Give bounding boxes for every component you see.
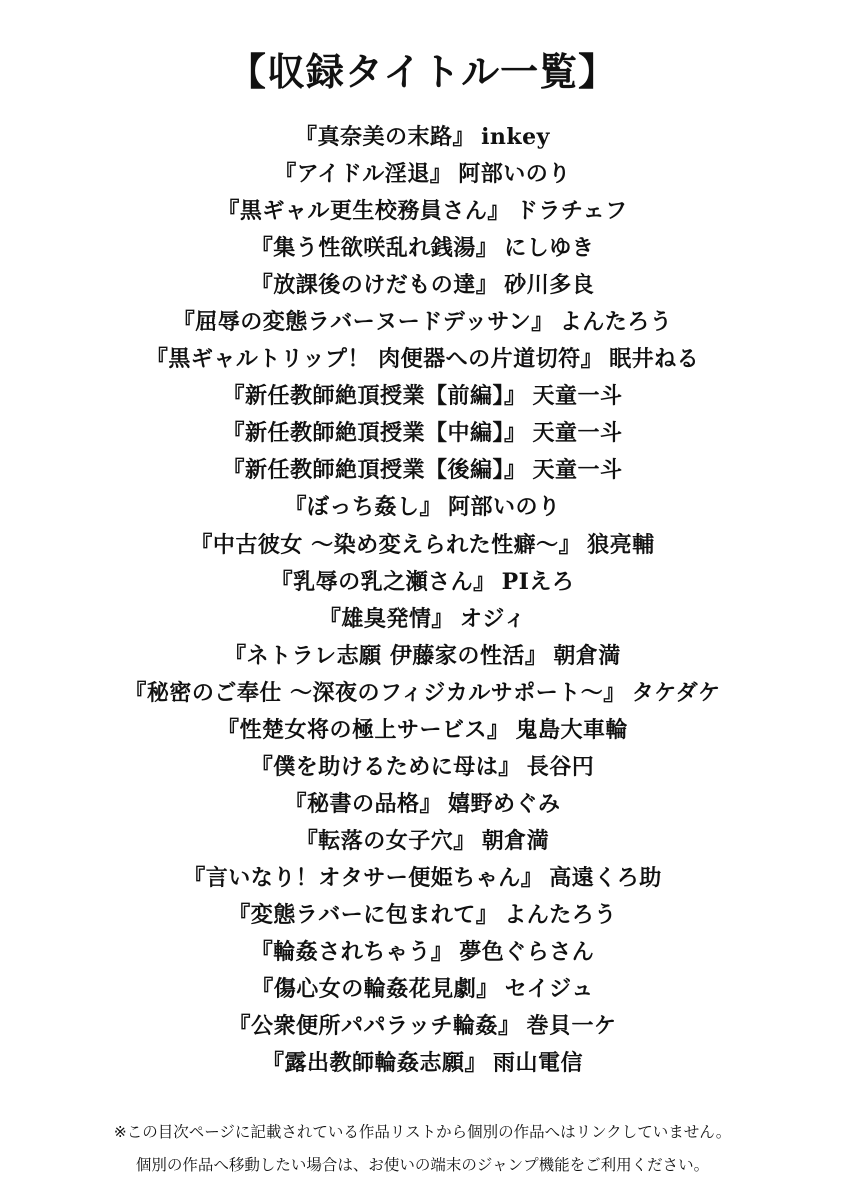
list-item xyxy=(0,527,845,564)
work-author: 天童一斗 xyxy=(532,383,623,410)
work-author: 朝倉満 xyxy=(553,642,621,669)
list-item xyxy=(0,489,845,526)
list-item xyxy=(0,638,845,675)
list-item xyxy=(0,415,845,452)
list-item xyxy=(0,823,845,860)
list-item xyxy=(0,1045,845,1082)
work-title: 『ぼっち姦し』 xyxy=(284,494,442,521)
list-item xyxy=(0,304,845,341)
work-title: 『公衆便所パパラッチ輪姦』 xyxy=(228,1013,521,1040)
work-title: 『黒ギャル更生校務員さん』 xyxy=(217,198,510,225)
list-item xyxy=(0,934,845,971)
work-author: セイジュ xyxy=(504,976,594,1003)
work-title: 『傷心女の輪姦花見劇』 xyxy=(251,976,499,1003)
work-author: 夢色ぐらさん xyxy=(459,939,595,966)
work-title: 『秘密のご奉仕 ～深夜のフィジカルサポート～』 xyxy=(124,679,626,706)
work-author: 巻貝一ケ xyxy=(526,1013,617,1040)
list-item xyxy=(0,860,845,897)
note-line-1: ※この目次ページに記載されている作品リストから個別の作品へはリンクしていません。 xyxy=(113,1123,732,1141)
work-title: 『ネトラレ志願 伊藤家の性活』 xyxy=(224,642,548,669)
work-author: 眠井ねる xyxy=(609,346,700,373)
work-author: 朝倉満 xyxy=(481,827,550,854)
work-list xyxy=(0,119,845,1082)
work-author: 阿部いのり xyxy=(458,161,571,188)
notes xyxy=(0,1116,845,1182)
list-item xyxy=(0,341,845,378)
list-item xyxy=(0,749,845,786)
work-title: 『アイドル淫退』 xyxy=(274,161,453,188)
work-author: 雨山電信 xyxy=(493,1050,584,1077)
work-title: 『新任教師絶頂授業【中編】』 xyxy=(222,420,527,447)
list-item xyxy=(0,1008,845,1045)
work-title: 『新任教師絶頂授業【前編】』 xyxy=(222,383,527,410)
list-item xyxy=(0,378,845,415)
list-item xyxy=(0,267,845,304)
list-item xyxy=(0,564,845,601)
work-title: 『放課後のけだもの達』 xyxy=(250,272,499,299)
work-title: 『露出教師輪姦志願』 xyxy=(261,1050,487,1077)
work-author: 砂川多良 xyxy=(504,272,595,299)
note-line-2: 個別の作品へ移動したい場合は、お使いの端末のジャンプ機能をご利用ください。 xyxy=(135,1156,710,1174)
work-author: 天童一斗 xyxy=(532,457,623,484)
work-author: よんたろう xyxy=(559,309,673,336)
work-title: 『輪姦されちゃう』 xyxy=(250,939,454,966)
work-author: 天童一斗 xyxy=(532,420,623,447)
work-title: 『乳辱の乳之瀬さん』 xyxy=(270,568,496,595)
work-title: 『雄臭発情』 xyxy=(318,605,454,632)
list-item xyxy=(0,119,845,156)
list-item xyxy=(0,230,845,267)
work-author: にしゆき xyxy=(504,235,595,262)
list-item xyxy=(0,786,845,823)
work-author: 鬼島大車輪 xyxy=(515,716,629,743)
list-item xyxy=(0,712,845,749)
work-author: 阿部いのり xyxy=(448,494,561,521)
page-title: 【収録タイトル一覧】 xyxy=(227,49,618,94)
list-item xyxy=(0,193,845,230)
work-title: 『黒ギャルトリップ！ 肉便器への片道切符』 xyxy=(145,346,604,373)
list-item xyxy=(0,971,845,1008)
work-author: inkey xyxy=(481,124,550,150)
work-title: 『言いなり！オタサー便姫ちゃん』 xyxy=(183,864,544,891)
work-title: 『秘書の品格』 xyxy=(284,790,442,817)
work-title: 『新任教師絶頂授業【後編】』 xyxy=(222,457,527,484)
work-title: 『性楚女将の極上サービス』 xyxy=(216,716,510,743)
work-author: オジィ xyxy=(459,605,527,632)
work-author: ドラチェフ xyxy=(515,198,628,225)
work-author: 高遠くろ助 xyxy=(549,864,662,891)
work-author: 嬉野めぐみ xyxy=(448,790,561,817)
work-author: PIえろ xyxy=(501,568,575,595)
work-title: 『僕を助けるために母は』 xyxy=(250,753,521,780)
work-author: 狼亮輔 xyxy=(587,531,655,558)
work-title: 『屈辱の変態ラバーヌードデッサン』 xyxy=(172,309,554,336)
work-title: 『転落の女子穴』 xyxy=(295,827,476,854)
work-author: 長谷円 xyxy=(526,753,595,780)
list-item xyxy=(0,897,845,934)
work-title: 『集う性欲咲乱れ銭湯』 xyxy=(250,235,499,262)
work-title: 『真奈美の末路』 xyxy=(295,124,476,150)
work-author: よんたろう xyxy=(504,901,617,928)
work-title: 『中古彼女 ～染め変えられた性癖～』 xyxy=(190,531,582,558)
list-item xyxy=(0,156,845,193)
work-title: 『変態ラバーに包まれて』 xyxy=(228,901,499,928)
list-item xyxy=(0,452,845,489)
list-item xyxy=(0,675,845,712)
list-item xyxy=(0,601,845,638)
work-author: タケダケ xyxy=(631,679,721,706)
